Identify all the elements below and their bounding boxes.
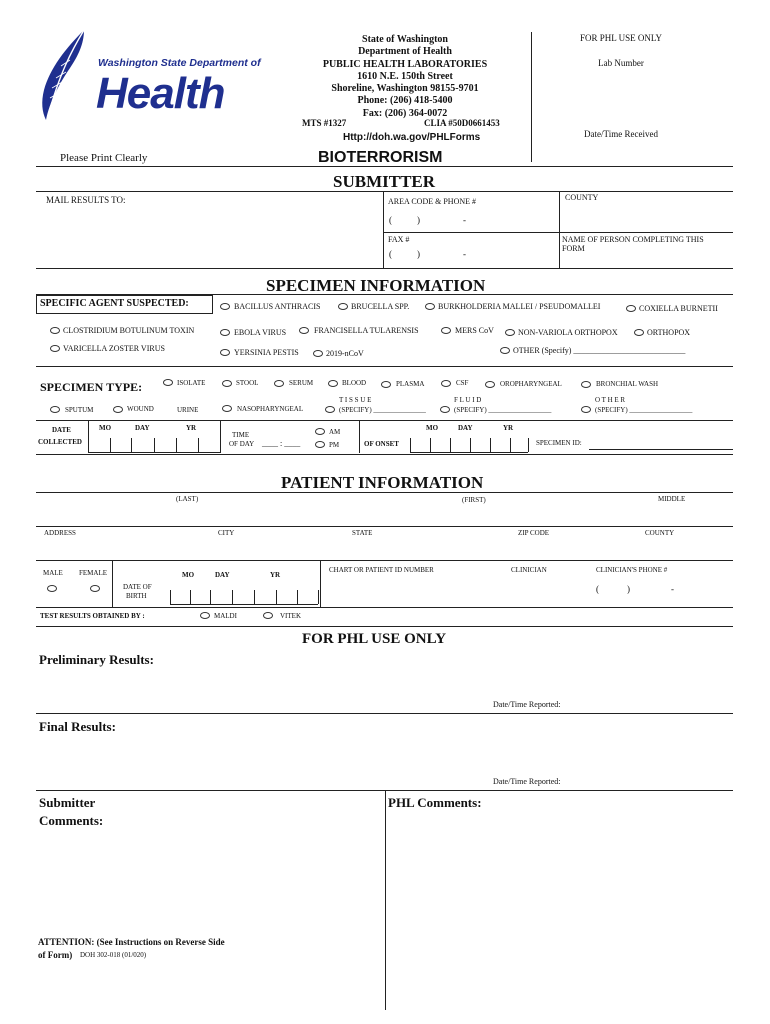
phl-use-only-label: FOR PHL USE ONLY [579,33,663,43]
first-name-label: (FIRST) [462,496,486,504]
agent-varicella-label: VARICELLA ZOSTER VIRUS [63,344,165,353]
collected-yr-label: YR [186,424,197,432]
radio-other-agent[interactable] [500,347,510,354]
tick [528,438,529,452]
section-line [36,191,733,192]
agent-francisella-label: FRANCISELLA TULARENSIS [314,326,419,335]
vitek-label: VITEK [280,612,301,620]
type-urine-label: URINE [177,406,199,414]
address-label: ADDRESS [44,529,76,537]
type-serum-label: SERUM [289,379,314,387]
test-results-by-label: TEST RESULTS OBTAINED BY : [40,612,145,620]
radio-sputum[interactable] [50,406,60,413]
fax-dash: - [463,249,466,259]
agent-nonvariola-label: NON-VARIOLA ORTHOPOX [518,328,618,337]
patient-address-field[interactable] [36,540,733,558]
final-results-label: Final Results: [39,719,116,734]
agent-mers-label: MERS CoV [455,326,494,335]
agency-address-block [302,34,508,120]
type-tissue-specify[interactable]: (SPECIFY) _______________ [339,406,426,414]
agency-line: PUBLIC HEALTH LABORATORIES [322,58,488,70]
last-name-label: (LAST) [176,495,199,503]
county-field[interactable] [562,205,732,229]
radio-brucella[interactable] [338,303,348,310]
agency-line: State of Washington [362,34,448,45]
phone-field[interactable] [386,212,556,228]
area-code-phone-label: AREA CODE & PHONE # [388,197,477,206]
phone-dash: - [463,215,466,225]
collected-mo-label: MO [99,424,112,432]
clinician-phone-paren-close: ) [627,584,630,594]
radio-blood[interactable] [328,380,338,387]
name-completing-label: NAME OF PERSON COMPLETING THIS [562,235,704,244]
date-of-onset-label: OF ONSET [364,440,399,448]
type-isolate-label: ISOLATE [177,379,206,387]
lab-number-label: Lab Number [598,58,644,68]
maldi-label: MALDI [214,612,237,620]
specimen-id-field[interactable] [589,434,733,448]
dob-label: DATE OF [123,583,152,591]
type-other-specify[interactable]: (SPECIFY) __________________ [595,406,693,414]
am-label: AM [329,428,341,436]
time-of-day-label-2: OF DAY [229,440,255,448]
agency-logo [36,28,261,123]
agent-ncov-label: 2019-nCoV [326,349,364,358]
time-of-day-label: TIME [232,431,250,439]
chart-id-field[interactable] [322,578,492,604]
radio-yersinia[interactable] [220,349,230,356]
type-plasma-label: PLASMA [396,380,425,388]
type-stool-label: STOOL [236,379,259,387]
preliminary-results-label: Preliminary Results: [39,652,154,667]
phone-paren-close: ) [417,215,420,225]
dob-baseline [170,604,318,605]
phl-use-heading: FOR PHL USE ONLY [302,631,447,647]
dob-yr-label: YR [270,571,281,579]
logo-big-text: Health [96,69,225,118]
section-line [36,492,733,493]
clinician-phone-paren-open: ( [596,584,599,594]
row-line [36,526,733,527]
radio-ncov[interactable] [313,350,323,357]
radio-am[interactable] [315,428,325,435]
date-onset-field[interactable] [411,434,527,451]
type-csf-label: CSF [456,379,469,387]
state-label: STATE [352,529,373,537]
divider [112,560,113,607]
type-nasopharyngeal-label: NASOPHARYNGEAL [237,405,304,413]
submitter-comments-label: Submitter [39,795,96,810]
submitter-heading: SUBMITTER [333,172,436,191]
specimen-id-label: SPECIMEN ID: [536,439,582,447]
fax-paren-close: ) [417,249,420,259]
radio-coxiella[interactable] [626,305,636,312]
radio-male[interactable] [47,585,57,592]
divider [559,191,560,268]
dob-day-label: DAY [215,571,230,579]
feather-logo-icon [36,28,96,123]
row-line [36,560,733,561]
section-line [36,366,733,367]
chart-id-label: CHART OR PATIENT ID NUMBER [329,566,434,574]
mail-results-to-label: MAIL RESULTS TO: [46,195,126,205]
specimen-id-line [589,449,733,450]
divider [383,191,384,268]
mts-number: MTS #1327 [302,118,347,128]
radio-maldi[interactable] [200,612,210,619]
radio-nasopharyngeal[interactable] [222,405,232,412]
radio-ebola[interactable] [220,329,230,336]
type-other-label: O T H E R [595,396,626,404]
fax-paren-open: ( [389,249,392,259]
clinician-field[interactable] [494,578,586,604]
date-onset-baseline [410,452,528,453]
attention-note: ATTENTION: (See Instructions on Reverse Side [38,937,225,947]
county-label: COUNTY [565,193,599,202]
divider [359,420,360,453]
agent-burkholderia-label: BURKHOLDERIA MALLEI / PSEUDOMALLEI [438,302,601,311]
agent-coxiella-label: COXIELLA BURNETII [639,304,718,313]
section-line [36,454,733,455]
type-oropharyngeal-label: OROPHARYNGEAL [500,380,562,388]
radio-bronchial[interactable] [581,381,591,388]
agency-line: Phone: (206) 418-5400 [357,95,453,107]
onset-yr-label: YR [503,424,514,432]
radio-nonvariola[interactable] [505,329,515,336]
patient-county-label: COUNTY [645,529,675,537]
specimen-heading: SPECIMEN INFORMATION [266,276,486,295]
specific-agent-label: SPECIFIC AGENT SUSPECTED: [40,298,189,309]
clinician-phone-label: CLINICIAN'S PHONE # [596,566,668,574]
agent-other-label: OTHER (Specify) ____________________________ [513,346,686,355]
submitter-comments-field[interactable] [36,832,382,932]
divider [220,420,221,453]
radio-bacillus[interactable] [220,303,230,310]
radio-plasma[interactable] [381,381,391,388]
agency-line: 1610 N.E. 150th Street [357,70,453,82]
agency-line: Department of Health [358,46,452,58]
phl-box-divider [531,32,532,162]
date-collected-baseline [88,452,220,453]
clia-number: CLIA #50D0661453 [424,118,500,128]
radio-female[interactable] [90,585,100,592]
phone-paren-open: ( [389,215,392,225]
time-blanks[interactable]: ____ : ____ [262,439,301,448]
pm-label: PM [329,441,340,449]
radio-francisella[interactable] [299,327,309,334]
radio-other-type[interactable] [581,406,591,413]
patient-heading: PATIENT INFORMATION [281,473,484,492]
type-fluid-label: F L U I D [454,396,482,404]
row-line [36,607,733,608]
radio-serum[interactable] [274,380,284,387]
fax-field[interactable] [386,246,556,264]
fax-label: FAX # [388,235,410,244]
radio-vitek[interactable] [263,612,273,619]
section-line [36,713,733,714]
header-bottom-line [36,166,733,167]
radio-burkholderia[interactable] [425,303,435,310]
date-collected-label: DATE [52,426,71,434]
dob-label-2: BIRTH [126,592,147,600]
type-tissue-label: T I S S U E [339,396,372,404]
attention-note-2: of Form) [38,950,73,960]
radio-orthopox[interactable] [634,329,644,336]
clinician-label: CLINICIAN [511,566,547,574]
city-label: CITY [218,529,235,537]
radio-isolate[interactable] [163,379,173,386]
agent-ebola-label: EBOLA VIRUS [234,328,287,337]
date-collected-field[interactable] [89,434,219,451]
male-label: MALE [43,569,63,577]
radio-pm[interactable] [315,441,325,448]
divider [383,232,733,233]
final-results-field[interactable] [36,738,733,774]
phl-comments-label: PHL Comments: [388,795,482,810]
onset-day-label: DAY [458,424,473,432]
radio-clostridium[interactable] [50,327,60,334]
type-bronchial-label: BRONCHIAL WASH [596,380,659,388]
tick [318,590,319,604]
section-line [36,268,733,269]
type-blood-label: BLOOD [342,379,367,387]
mail-results-field[interactable] [36,207,383,267]
agency-line: Shoreline, Washington 98155-9701 [331,83,479,95]
name-completing-label-2: FORM [562,244,585,253]
date-reported-label-2: Date/Time Reported: [493,777,561,786]
agent-brucella-label: BRUCELLA SPP. [351,302,410,311]
radio-mers[interactable] [441,327,451,334]
agent-yersinia-label: YERSINIA PESTIS [234,348,299,357]
radio-tissue[interactable] [325,406,335,413]
section-line [36,626,733,627]
section-line [36,420,733,421]
patient-name-field[interactable] [36,505,733,525]
specimen-type-label: SPECIMEN TYPE: [40,380,143,394]
radio-stool[interactable] [222,380,232,387]
divider [385,790,386,1010]
clinician-phone-dash: - [671,584,674,594]
preliminary-results-field[interactable] [36,670,733,698]
agency-line: Fax: (206) 364-0072 [362,107,448,119]
agent-clostridium-label: CLOSTRIDIUM BOTULINUM TOXIN [63,326,195,335]
onset-mo-label: MO [426,424,439,432]
radio-wound[interactable] [113,406,123,413]
dob-field[interactable] [171,586,317,603]
middle-name-label: MIDDLE [658,495,686,503]
clinician-phone-field[interactable] [592,580,732,602]
divider [320,560,321,607]
logo-top-text: Washington State Department of [98,57,261,69]
please-print-clearly: Please Print Clearly [60,152,148,164]
radio-fluid[interactable] [440,406,450,413]
type-sputum-label: SPUTUM [65,406,94,414]
dob-mo-label: MO [182,571,195,579]
form-title: BIOTERRORISM [318,149,443,166]
submitter-comments-label-2: Comments: [39,813,104,828]
date-time-received-label: Date/Time Received [584,129,658,139]
date-collected-label-2: COLLECTED [38,438,82,446]
date-reported-label-1: Date/Time Reported: [493,700,561,709]
form-number: DOH 302-018 (01/020) [80,951,147,959]
zip-label: ZIP CODE [518,529,550,537]
radio-oropharyngeal[interactable] [485,381,495,388]
type-wound-label: WOUND [127,405,154,413]
radio-varicella[interactable] [50,345,60,352]
female-label: FEMALE [79,569,107,577]
collected-day-label: DAY [135,424,150,432]
agent-orthopox-label: ORTHOPOX [647,328,691,337]
radio-csf[interactable] [441,380,451,387]
type-fluid-specify[interactable]: (SPECIFY) __________________ [454,406,552,414]
agent-bacillus-label: BACILLUS ANTHRACIS [234,302,321,311]
forms-url[interactable]: Http://doh.wa.gov/PHLForms [343,132,481,143]
phl-comments-field[interactable] [388,814,733,1004]
